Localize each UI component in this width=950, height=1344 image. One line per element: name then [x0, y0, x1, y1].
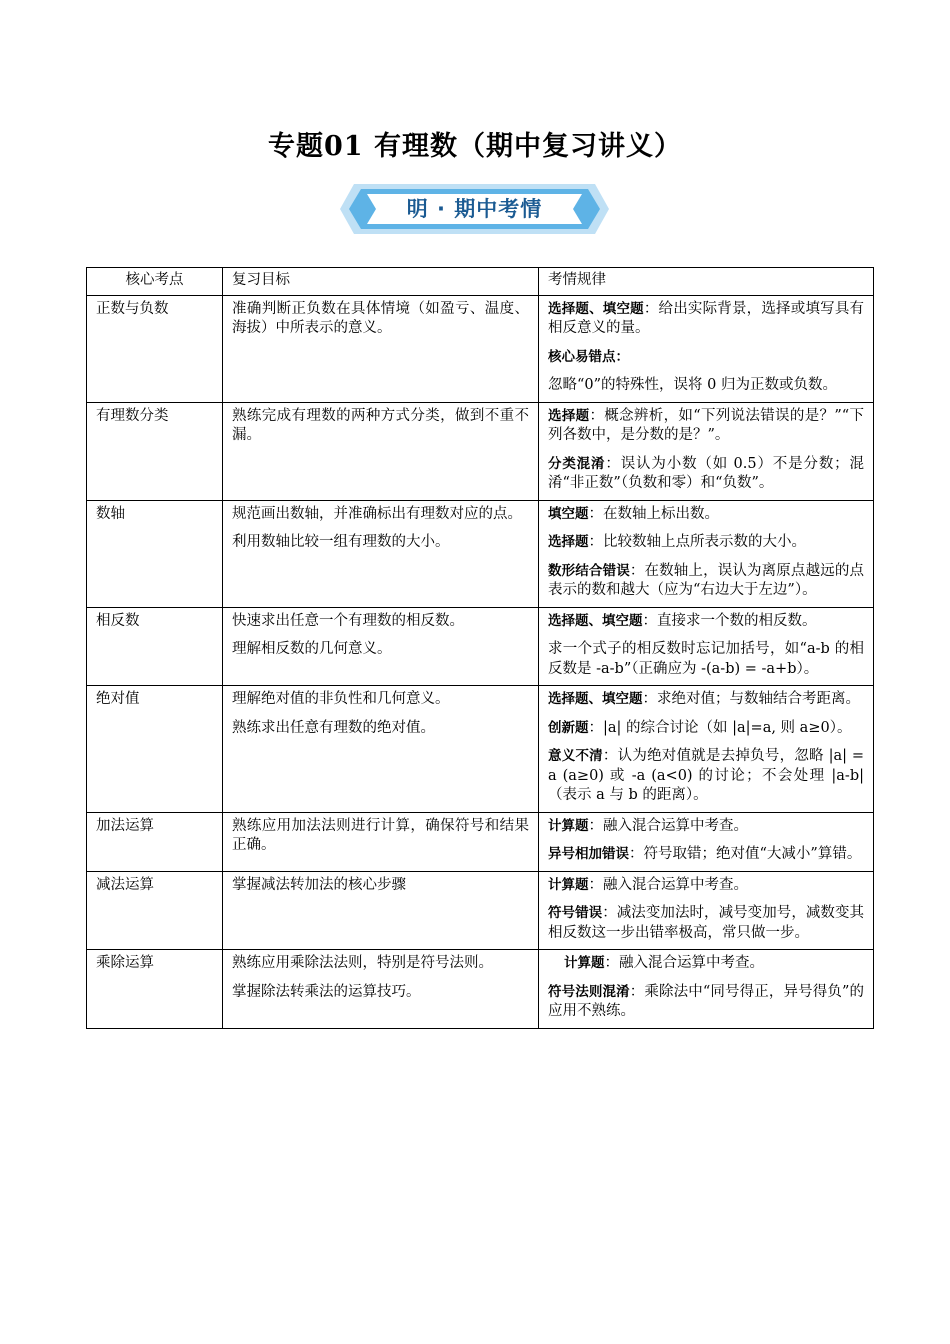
- review-goal-cell: [223, 812, 539, 871]
- exam-pattern-item: [548, 505, 864, 525]
- question-type-label: 符号错误: [548, 905, 603, 921]
- review-goal-cell: [223, 950, 539, 1029]
- question-type-label: 计算题: [548, 876, 589, 893]
- table-row: [87, 812, 874, 871]
- exam-pattern-item: [548, 719, 864, 739]
- review-goal-text: 熟练完成有理数的两种方式分类，做到不重不漏。: [232, 407, 529, 443]
- review-goal-text: 准确判断正负数在具体情境（如盈亏、温度、海拔）中所表示的意义。: [232, 300, 529, 336]
- exam-pattern-item: [548, 562, 864, 601]
- exam-pattern-item: [548, 983, 864, 1022]
- exam-pattern-text: ：认为绝对值就是去掉负号，忽略 |a| = a (a≥0) 或 -a (a<0) 的讨论；不会处理 |a-b|（表示 a 与 b 的距离）。: [548, 748, 864, 803]
- review-goal-cell: [223, 871, 539, 950]
- exam-pattern-item: [548, 845, 864, 865]
- exam-pattern-item: [548, 817, 864, 837]
- exam-pattern-text: ：在数轴上标出数。: [588, 505, 719, 522]
- question-type-label: 意义不清: [548, 748, 603, 764]
- review-goal-text: 熟练求出任意有理数的绝对值。: [232, 719, 435, 736]
- core-topic-cell: 正数与负数: [87, 295, 223, 402]
- exam-pattern-item: [548, 533, 864, 553]
- table-header-row: [87, 268, 874, 296]
- review-goal-text: 规范画出数轴，并准确标出有理数对应的点。: [232, 505, 522, 522]
- review-goal-text: 利用数轴比较一组有理数的大小。: [232, 534, 450, 550]
- header-exam-pattern: 考情规律: [539, 268, 874, 296]
- table-row: [87, 402, 874, 500]
- review-goal-text: 掌握减法转加法的核心步骤: [232, 876, 406, 893]
- question-type-label: 创新题: [548, 719, 589, 736]
- exam-pattern-text: ：融入混合运算中考查。: [588, 876, 748, 893]
- table-row: [87, 295, 874, 402]
- core-topic-cell: 乘除运算: [87, 950, 223, 1029]
- question-type-label: 符号法则混淆: [548, 983, 630, 1000]
- question-type-label: 分类混淆: [548, 455, 606, 472]
- core-topic-cell: 相反数: [87, 607, 223, 686]
- review-goal-cell: [223, 295, 539, 402]
- exam-pattern-item: [548, 612, 864, 632]
- table-row: [87, 871, 874, 950]
- exam-pattern-item: [548, 376, 864, 396]
- exam-pattern-cell: [539, 500, 874, 607]
- exam-pattern-text: ：给出实际背景，选择或填写具有相反意义的量。: [548, 300, 865, 336]
- exam-pattern-cell: [539, 607, 874, 686]
- page-title: 专题01 有理数（期中复习讲义）: [268, 131, 682, 162]
- question-type-label: 数形结合错误: [548, 562, 630, 579]
- exam-pattern-cell: [539, 686, 874, 813]
- review-goal-cell: [223, 402, 539, 500]
- review-goal-text: 理解绝对值的非负性和几何意义。: [232, 691, 450, 707]
- exam-pattern-cell: [539, 295, 874, 402]
- exam-pattern-cell: [539, 402, 874, 500]
- banner-label: 明 · 期中考情: [406, 197, 543, 221]
- exam-pattern-text: ：融入混合运算中考查。: [604, 955, 764, 971]
- question-type-label: 选择题、填空题: [548, 612, 643, 629]
- review-goal-cell: [223, 686, 539, 813]
- exam-pattern-item: [548, 954, 864, 974]
- core-topic-cell: 有理数分类: [87, 402, 223, 500]
- exam-pattern-item: [548, 690, 864, 710]
- header-review-goal: 复习目标: [223, 268, 539, 296]
- review-goal-text: 快速求出任意一个有理数的相反数。: [232, 612, 464, 629]
- question-type-label: 核心易错点：: [548, 348, 629, 365]
- core-topic-cell: 加法运算: [87, 812, 223, 871]
- exam-pattern-text: ：减法变加法时，减号变加号，减数变其相反数这一步出错率极高，常只做一步。: [548, 905, 865, 941]
- exam-pattern-item: [548, 640, 864, 679]
- exam-pattern-item: [548, 904, 864, 943]
- review-goal-text: 理解相反数的几何意义。: [232, 641, 392, 657]
- exam-pattern-text: ：乘除法中“同号得正，异号得负”的应用不熟练。: [548, 983, 865, 1019]
- table-row: [87, 500, 874, 607]
- exam-pattern-item: [548, 407, 864, 446]
- exam-pattern-text: ：概念辨析，如“下列说法错误的是？”“下列各数中，是分数的是？”。: [548, 407, 864, 443]
- exam-pattern-item: [548, 876, 864, 896]
- core-topic-cell: 绝对值: [87, 686, 223, 813]
- header-core-topic: 核心考点: [87, 268, 223, 296]
- question-type-label: 异号相加错误: [548, 846, 629, 862]
- exam-pattern-text: 忽略“0”的特殊性，误将 0 归为正数或负数。: [548, 377, 837, 393]
- exam-pattern-text: ：误认为小数（如 0.5）不是分数；混淆“非正数”（负数和零）和“负数”。: [548, 455, 865, 491]
- exam-pattern-item: [548, 348, 864, 368]
- review-table: [86, 267, 874, 1029]
- exam-pattern-text: ：符号取错；绝对值“大减小”算错。: [629, 846, 862, 862]
- question-type-label: 选择题: [548, 534, 589, 550]
- question-type-label: 计算题: [564, 955, 605, 971]
- review-goal-text: 掌握除法转乘法的运算技巧。: [232, 983, 421, 1000]
- exam-pattern-item: [548, 747, 864, 806]
- exam-pattern-text: ：融入混合运算中考查。: [588, 817, 748, 834]
- exam-pattern-text: ：|a| 的综合讨论（如 |a|=a, 则 a≥0）。: [588, 719, 852, 736]
- exam-pattern-text: ：直接求一个数的相反数。: [642, 612, 817, 629]
- question-type-label: 选择题、填空题: [548, 691, 643, 707]
- review-goal-cell: [223, 500, 539, 607]
- exam-pattern-text: 求一个式子的相反数时忘记加括号，如“a-b 的相反数是 -a-b”（正确应为 -(a-b) = -a+b）。: [548, 641, 864, 677]
- table-row: [87, 950, 874, 1029]
- exam-pattern-text: ：比较数轴上点所表示数的大小。: [588, 534, 806, 550]
- table-body: [87, 295, 874, 1028]
- exam-pattern-cell: [539, 871, 874, 950]
- exam-pattern-text: ：在数轴上，误认为离原点越远的点表示的数和越大（应为“右边大于左边”）。: [548, 562, 865, 598]
- review-goal-text: 熟练应用加法法则进行计算，确保符号和结果正确。: [232, 817, 529, 853]
- core-topic-cell: 减法运算: [87, 871, 223, 950]
- exam-pattern-item: [548, 455, 864, 494]
- exam-pattern-cell: [539, 812, 874, 871]
- question-type-label: 选择题、填空题: [548, 300, 644, 317]
- question-type-label: 填空题: [548, 505, 589, 522]
- review-goal-cell: [223, 607, 539, 686]
- core-topic-cell: 数轴: [87, 500, 223, 607]
- table-row: [87, 607, 874, 686]
- exam-pattern-text: ：求绝对值；与数轴结合考距离。: [642, 691, 860, 707]
- section-banner: [340, 184, 609, 234]
- review-goal-text: 熟练应用乘除法法则，特别是符号法则。: [232, 955, 493, 971]
- table-row: [87, 686, 874, 813]
- question-type-label: 计算题: [548, 817, 589, 834]
- exam-pattern-cell: [539, 950, 874, 1029]
- exam-pattern-item: [548, 300, 864, 339]
- question-type-label: 选择题: [548, 407, 590, 424]
